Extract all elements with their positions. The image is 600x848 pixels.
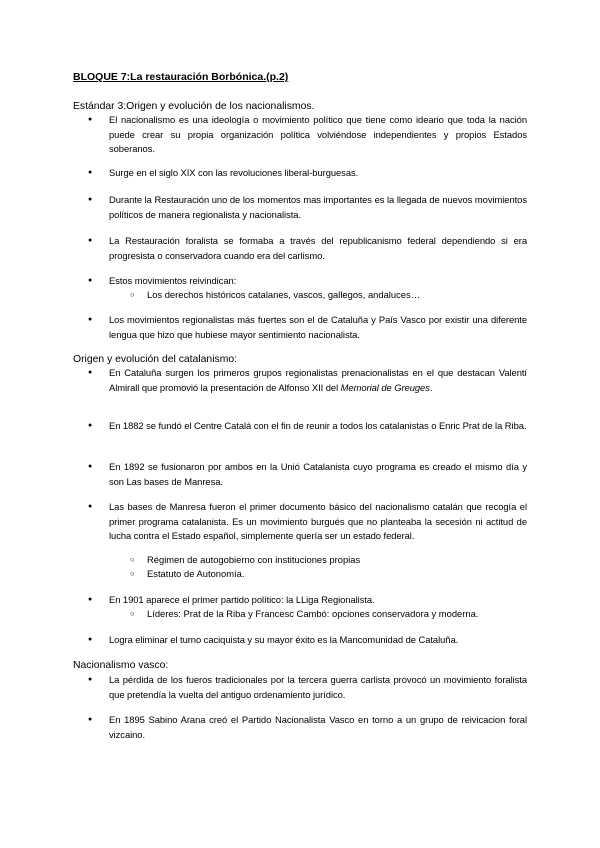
list-item-text: En Cataluña surgen los primeros grupos regionalistas prenacionalistas en el que destacan Valentí Almirall que promovió la presentación de Alfonso XII del — [109, 367, 527, 393]
memorial-title: Memorial de Greuges — [340, 381, 430, 393]
list-item-end: . — [429, 381, 433, 393]
list-item: ● Estos movimientos reivindican: — [109, 274, 527, 289]
list-item: ● Las bases de Manresa fueron el primer documento básico del nacionalismo catalán que recogía el primer programa catalanista. Es un movimiento burgués que no planteaba la secesión ni actitud de lucha contra el Estado español, simplemente quería ser un estado federal. — [109, 500, 527, 544]
sub-list-item: ○ Régimen de autogobierno con instituciones propias — [147, 553, 527, 568]
list-item: ● En 1901 aparece el primer partido político: la LLiga Regionalista. — [109, 593, 527, 608]
list-item: ● En 1882 se fundó el Centre Catalá con el fin de reunir a todos los catalanistas o Enric Prat de la Riba. — [109, 419, 527, 434]
list-item: ● En 1892 se fusionaron por ambos en la Unió Catalanista cuyo programa es creado el mismo día y son Las bases de Manresa. — [109, 460, 527, 489]
section-heading-nacionalismos: Estándar 3:Origen y evolución de los nacionalismos. — [73, 101, 315, 112]
page-title: BLOQUE 7:La restauración Borbónica.(p.2) — [73, 71, 289, 83]
section-heading-catalanismo: Origen y evolución del catalanismo: — [73, 354, 238, 365]
list-item: ● La Restauración foralista se formaba a través del republicanismo federal dependiendo si era progresista o conservadora cuando era del carlismo. — [109, 234, 527, 263]
list-item: ● Los movimientos regionalistas más fuertes son el de Cataluña y País Vasco por existir una diferente lengua que hizo que hubiese mayor sentimiento nacionalista. — [109, 313, 527, 342]
list-item: ● La pérdida de los fueros tradicionales por la tercera guerra carlista provocó un movimiento foralista que pretendía la vuelta del antiguo ordenamiento jurídico. — [109, 673, 527, 702]
list-item: ● Durante la Restauración uno de los momentos mas importantes es la llegada de nuevos movimientos políticos de manera regionalista y nacionalista. — [109, 193, 527, 222]
list-item: ● Logra eliminar el turno caciquista y su mayor éxito es la Mancomunidad de Cataluña. — [109, 633, 527, 648]
list-item: ● Surge en el siglo XIX con las revoluciones liberal-burguesas. — [109, 166, 527, 181]
list-item — [109, 366, 527, 395]
sub-list-item: ○ Estatuto de Autonomía. — [147, 567, 527, 582]
section-heading-vasco: Nacionalismo vasco: — [73, 660, 169, 671]
sub-list-item: ○ Líderes: Prat de la Riba y Francesc Cambó: opciones conservadora y moderna. — [147, 607, 527, 622]
list-item: ● El nacionalismo es una ideología o movimiento político que tiene como ideario que toda la nación puede crear su propia organización política volviéndose independientes y propios Estados soberanos. — [109, 113, 527, 157]
sub-list-item: ○ Los derechos históricos catalanes, vascos, gallegos, andaluces… — [147, 288, 527, 303]
list-item: ● En 1895 Sabino Arana creó el Partido Nacionalista Vasco en torno a un grupo de reivicacion foral vizcaino. — [109, 713, 527, 742]
